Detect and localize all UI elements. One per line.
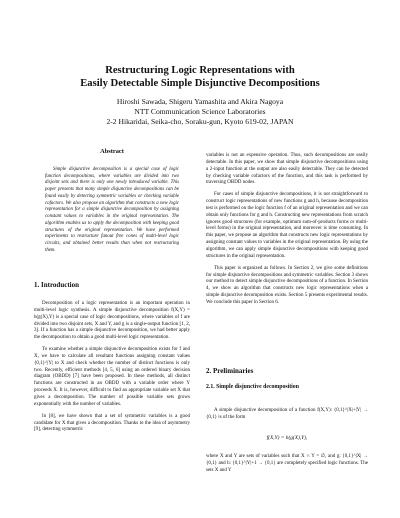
section-1-paragraph: Decomposition of a logic representation is an important operation in multi-level logic synthesis. A simple disjunctive decomposition f(X,Y) = h(g(X),Y) is a special case of logic decompositions, where variables of f are divided into two disjoint sets, X and Y, and g is a single-output function [1, 2, 3]. If a function has a simple disjunctive decomposition, we had better apply the decomposition to obtain a good multi-level logic representation. xyxy=(34,301,190,341)
section-1-heading: 1. Introduction xyxy=(34,281,79,289)
paper-title xyxy=(0,64,400,90)
subsection-body-continued xyxy=(206,449,368,480)
abstract-heading: Abstract xyxy=(100,148,124,155)
title-line-2: Easily Detectable Simple Disjunctive Decompositions xyxy=(80,78,320,89)
address: 2-2 Hikaridai, Seika-cho, Soraku-gun, Kyoto 619-02, JAPAN xyxy=(106,117,294,126)
author-block xyxy=(0,97,400,127)
authors: Hiroshi Sawada, Shigeru Yamashita and Akira Nagoya xyxy=(116,97,284,106)
abstract-text xyxy=(45,162,179,259)
right-column-top xyxy=(206,148,368,312)
right-paragraph: variables is not an expensive operation. Thus, such decompositions are easily detectable. In this paper, we show that simple disjunctive decompositions using a 2-input function at the output are also easily detectable. They can be detected by checking variable cofactors of the function, and this task is performed by traversing OBDD nodes. xyxy=(206,153,368,186)
section-1-body xyxy=(34,296,190,439)
subsection-paragraph-2: where X and Y are sets of variables such that X ∩ Y = ∅, and g: {0,1}^|X| → {0,1} and h: {0,1}^|Y|+1 → {0,1} are completely specified logic functions. The sets X and Y xyxy=(206,454,368,473)
section-1-paragraph: To examine whether a simple disjunctive decomposition exists for f and X, we have to calculate all resultant functions assigning constant values {0,1}^|Y| to X and check whether the number of distinct functions is only two. Recently, efficient methods [4, 5, 6] using an ordered binary decision diagram (OBDD) [7] have been proposed. In these methods, all distinct functions are constructed in an OBDD with a variable order where Y proceeds X. It is, however, difficult to find an appropriate variable set X that gives a decomposition. The number of possible variable sets grows exponentially with the number of variables. xyxy=(34,347,190,407)
affiliation: NTT Communication Science Laboratories xyxy=(134,107,266,116)
right-paragraph: For cases of simple disjunctive decompositions, it is not straightforward to construct logic representations of new functions g and h, because decomposition test is performed on the logic function f of an original representation and we can obtain only functions for g and h. Constructing new representations from scratch ignores good structures (for example, optimum sum-of-products forms or multi-level forms) in the original representation, and moreover is time consuming. In this paper, we propose an algorithm that constructs new logic representations by assigning constant values to variables in the original representation. By using the algorithm, we can apply simple disjunctive decompositions with keeping good structures in the original representation. xyxy=(206,192,368,259)
subsection-paragraph: A simple disjunctive decomposition of a function f(X,Y): {0,1}^|X|+|Y| → {0,1} is of the form xyxy=(206,408,368,420)
abstract-paragraph: Simple disjunctive decomposition is a special case of logic function decompositions, where variables are divided into two disjoint sets and there is only one newly introduced variable. This paper presents that many simple disjunctive decompositions can be found easily by detecting symmetric variables or checking variable cofactors. We also propose an algorithm that constructs a new logic representation for a simple disjunctive decomposition by assigning constant values to variables in the original representation. The algorithm enables us to apply the decomposition with keeping good structures of the original representation. We have performed experiments to restructure fanout free cones of multi-level logic circuits, and obtained better results than when not restructuring them. xyxy=(45,166,179,253)
section-2-heading: 2. Preliminaries xyxy=(206,367,254,375)
subsection-body xyxy=(206,403,368,427)
subsection-heading: 2.1. Simple disjunctive decomposition xyxy=(206,384,299,390)
title-line-1: Restructuring Logic Representations with xyxy=(105,65,295,76)
equation: f(X,Y) = h(g(X),Y), xyxy=(266,435,308,441)
right-paragraph: This paper is organized as follows. In Section 2, we give some definitions for simple disjunctive decompositions and symmetric variables. Section 3 shows our method to detect simple disjunctive decompositions of a function. In Section 4, we show an algorithm that constructs new logic representations when a simple disjunctive decomposition exists. Section 5 presents experimental results. We conclude this paper in Section 6. xyxy=(206,265,368,305)
section-1-paragraph: In [8], we have shown that a set of symmetric variables is a good candidate for X that gives a decomposition. Thanks to the idea of asymmetry [9], detecting symmetric xyxy=(34,413,190,433)
